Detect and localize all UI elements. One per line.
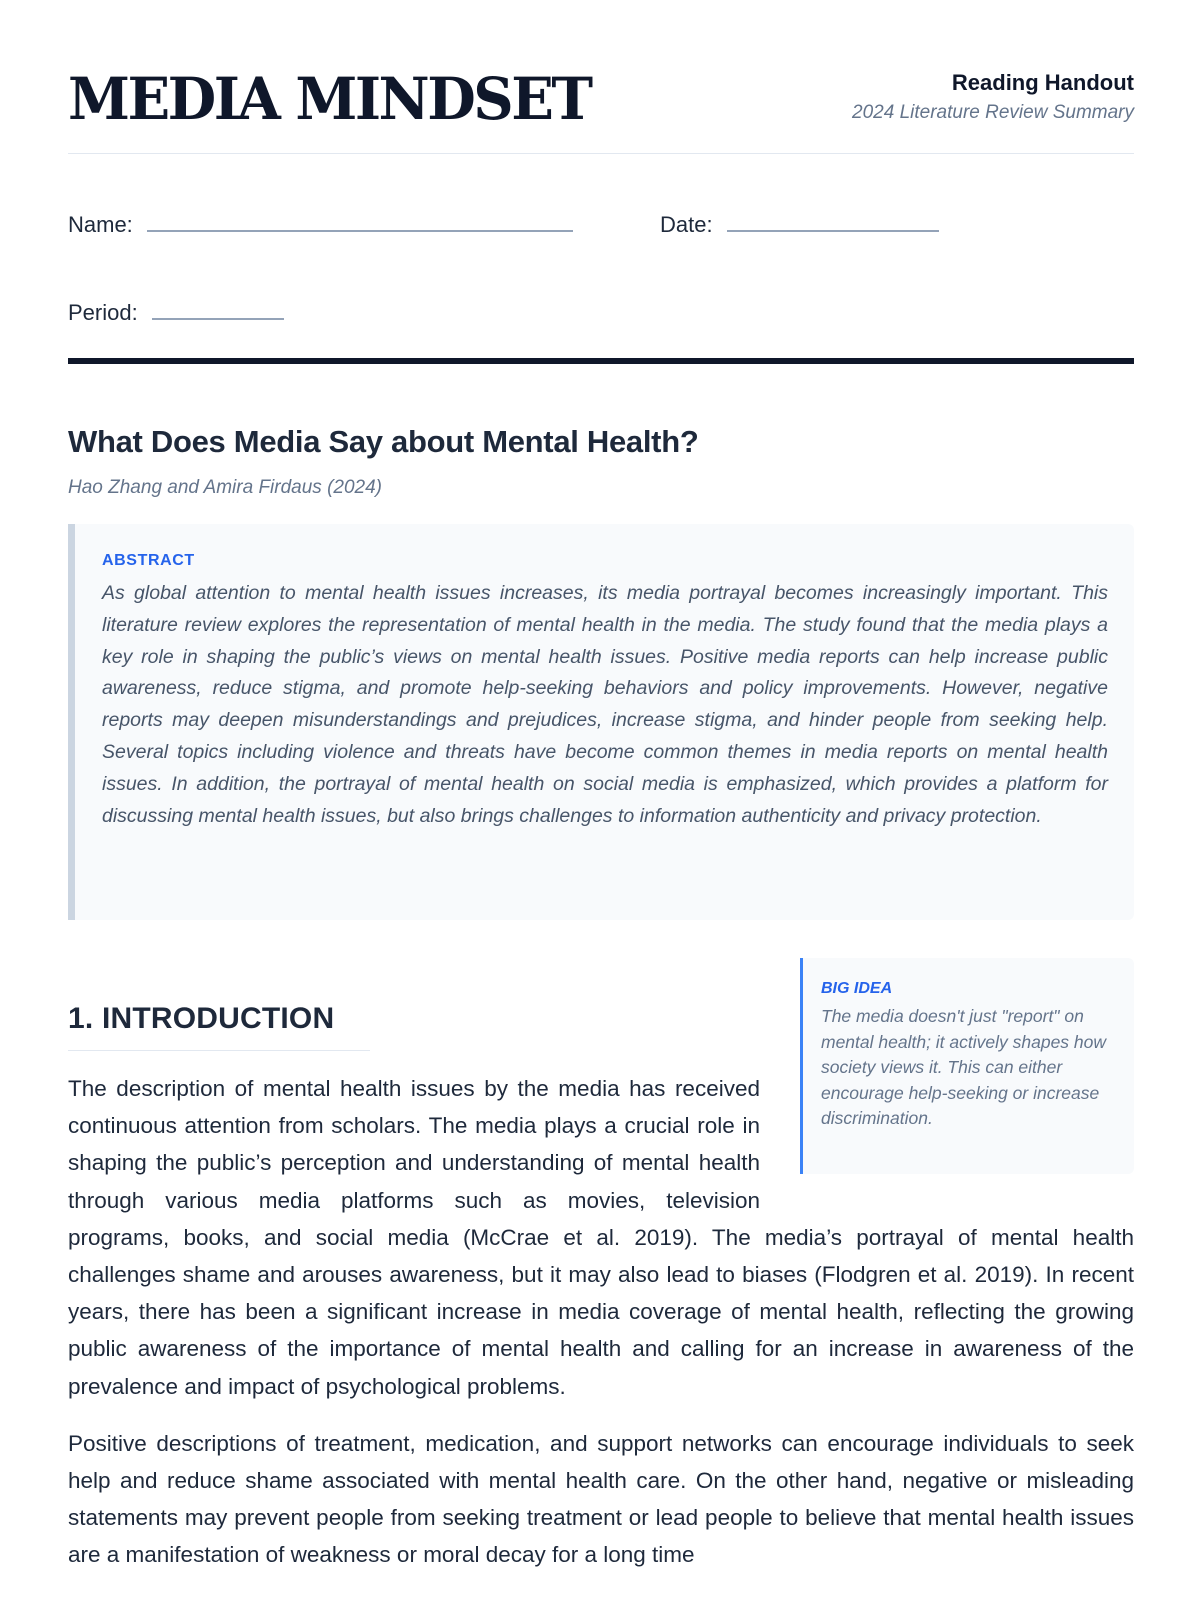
handout-subtitle: 2024 Literature Review Summary — [852, 102, 1134, 123]
abstract-box — [68, 524, 1134, 920]
abstract-text: As global attention to mental health issues increases, its media portrayal becomes increasingly important. This literature review explores the representation of mental health in the media. The study found that the media plays a key role in shaping the public’s views on mental health issues. Positive media reports can help increase public awareness, reduce stigma, and promote help-seeking behaviors and policy improvements. However, negative reports may deepen misunderstandings and prejudices, increase stigma, and hinder people from seeking help. Several topics including violence and threats have become common themes in media reports on mental health issues. In addition, the portrayal of mental health on social media is emphasized, which provides a platform for discussing mental health issues, but also brings challenges to information authenticity and privacy protection. — [102, 582, 1108, 827]
date-blank-line[interactable] — [727, 230, 939, 232]
body-paragraph: Positive descriptions of treatment, medication, and support networks can encourage individuals to seek help and reduce shame associated with mental health care. On the other hand, negative or misleading statements may prevent people from seeking treatment or lead people to believe that mental health issues are a manifestation of weakness or moral decay for a long time — [68, 1430, 1134, 1568]
handout-title: Reading Handout — [951, 70, 1134, 95]
big-idea-text: The media doesn't just "report" on mental health; it actively shapes how society views it. This can either encourage help-seeking or increase discrimination. — [821, 1006, 1107, 1129]
name-blank-line[interactable] — [147, 230, 573, 232]
big-idea-callout — [800, 958, 1134, 1174]
article-title: What Does Media Say about Mental Health? — [68, 424, 699, 459]
section-divider — [68, 1050, 370, 1051]
abstract-label: ABSTRACT — [102, 552, 195, 569]
date-field — [660, 212, 939, 238]
name-field — [68, 212, 573, 238]
date-label: Date: — [660, 212, 713, 237]
period-blank-line[interactable] — [152, 318, 284, 320]
body-paragraph: The description of mental health issues by the media has received continuous attention from scholars. The media plays a crucial role in shaping the public’s perception and understanding of mental health through various media platforms such as movies, television programs, books, and social media (McCrae et al. 2019). The media’s portrayal of mental health challenges shame and arouses awareness, but it may also lead to biases (Flodgren et al. 2019). In recent years, there has been a significant increase in media coverage of mental health, reflecting the growing public awareness of the importance of mental health and calling for an increase in awareness of the prevalence and impact of psychological problems. — [68, 1076, 1134, 1399]
header-divider — [68, 358, 1134, 364]
period-field — [68, 300, 284, 326]
brand-title: MEDIA MINDSET — [68, 64, 591, 134]
section-heading: 1. INTRODUCTION — [68, 1002, 335, 1035]
handout-info — [852, 70, 1134, 124]
article-authors: Hao Zhang and Amira Firdaus (2024) — [68, 477, 383, 498]
name-label: Name: — [68, 212, 133, 237]
big-idea-label: BIG IDEA — [821, 980, 893, 997]
period-label: Period: — [68, 300, 138, 325]
masthead — [68, 62, 1134, 154]
